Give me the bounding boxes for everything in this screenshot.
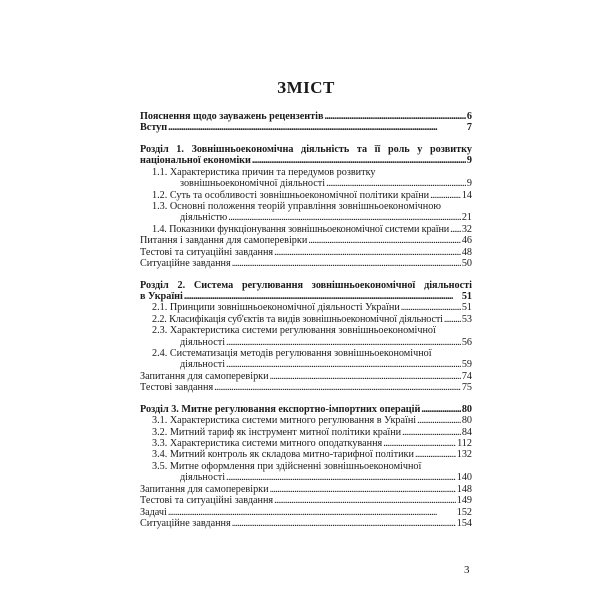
section-3-heading[interactable]: Розділ 3. Митне регулювання експортно-імпортних операцій . . . 80 xyxy=(140,404,472,415)
toc-extra[interactable]: Задачі . . . 152 xyxy=(140,507,472,518)
toc-extra[interactable]: Питання і завдання для самоперевірки . . . 46 xyxy=(140,235,472,246)
toc-extra[interactable]: Ситуаційне завдання . . . 50 xyxy=(140,258,472,269)
toc-item[interactable]: 2.3. Характеристика системи регулювання зовнішньоекономічної діяльності . . . 56 xyxy=(140,325,472,348)
toc-item[interactable]: 3.1. Характеристика системи митного регулювання в Україні . . . 80 xyxy=(140,415,472,426)
section-2-heading[interactable]: Розділ 2. Система регулювання зовнішньоекономічної діяльності в Україні . . . 51 xyxy=(140,280,472,303)
toc-extra[interactable]: Запитання для самоперевірки . . . 148 xyxy=(140,484,472,495)
toc-item[interactable]: 2.2. Класифікація суб'єктів та видів зовнішньоекономічної діяльності . . . 53 xyxy=(140,314,472,325)
page-number: 3 xyxy=(464,564,470,576)
section-3 xyxy=(140,404,472,530)
toc-item[interactable]: 3.4. Митний контроль як складова митно-тарифної політики . . . 132 xyxy=(140,449,472,460)
toc-item[interactable]: 3.2. Митний тариф як інструмент митної політики країни . . . 84 xyxy=(140,427,472,438)
toc-extra[interactable]: Тестові та ситуаційні завдання . . . 149 xyxy=(140,495,472,506)
toc-extra[interactable]: Ситуаційне завдання . . . 154 xyxy=(140,518,472,529)
toc-item[interactable]: 2.1. Принципи зовнішньоекономічної діяльності України . . . 51 xyxy=(140,302,472,313)
toc-entry-intro[interactable]: Вступ . . . 7 xyxy=(140,122,472,133)
section-1 xyxy=(140,144,472,270)
toc-extra[interactable]: Тестові завдання . . . 75 xyxy=(140,382,472,393)
section-2 xyxy=(140,280,472,394)
intro-block xyxy=(140,111,472,134)
toc-item[interactable]: 1.4. Показники функціонування зовнішньоекономічної системи країни . . . 32 xyxy=(140,224,472,235)
toc-item[interactable]: 1.3. Основні положення теорій управління зовнішньоекономічною діяльністю . . . 21 xyxy=(140,201,472,224)
toc-entry-reviewers[interactable]: Пояснення щодо зауважень рецензентів . . . 6 xyxy=(140,111,472,122)
toc-page xyxy=(140,78,472,529)
toc-item[interactable]: 1.1. Характеристика причин та передумов розвитку зовнішньоекономічної діяльності . . . 9 xyxy=(140,167,472,190)
page-title: ЗМІСТ xyxy=(277,78,335,97)
toc-item[interactable]: 3.3. Характеристика системи митного оподаткування . . . 112 xyxy=(140,438,472,449)
section-1-heading[interactable]: Розділ 1. Зовнішньоекономічна діяльність та її роль у розвитку національної економіки . . . 9 xyxy=(140,144,472,167)
toc-item[interactable]: 1.2. Суть та особливості зовнішньоекономічної політики країни . . . 14 xyxy=(140,190,472,201)
toc-extra[interactable]: Тестові та ситуаційні завдання . . . 48 xyxy=(140,247,472,258)
toc-item[interactable]: 3.5. Митне оформлення при здійсненні зовнішньоекономічної діяльності . . . 140 xyxy=(140,461,472,484)
toc-item[interactable]: 2.4. Систематизація методів регулювання зовнішньоекономічної діяльності . . . 59 xyxy=(140,348,472,371)
toc-extra[interactable]: Запитання для самоперевірки . . . 74 xyxy=(140,371,472,382)
